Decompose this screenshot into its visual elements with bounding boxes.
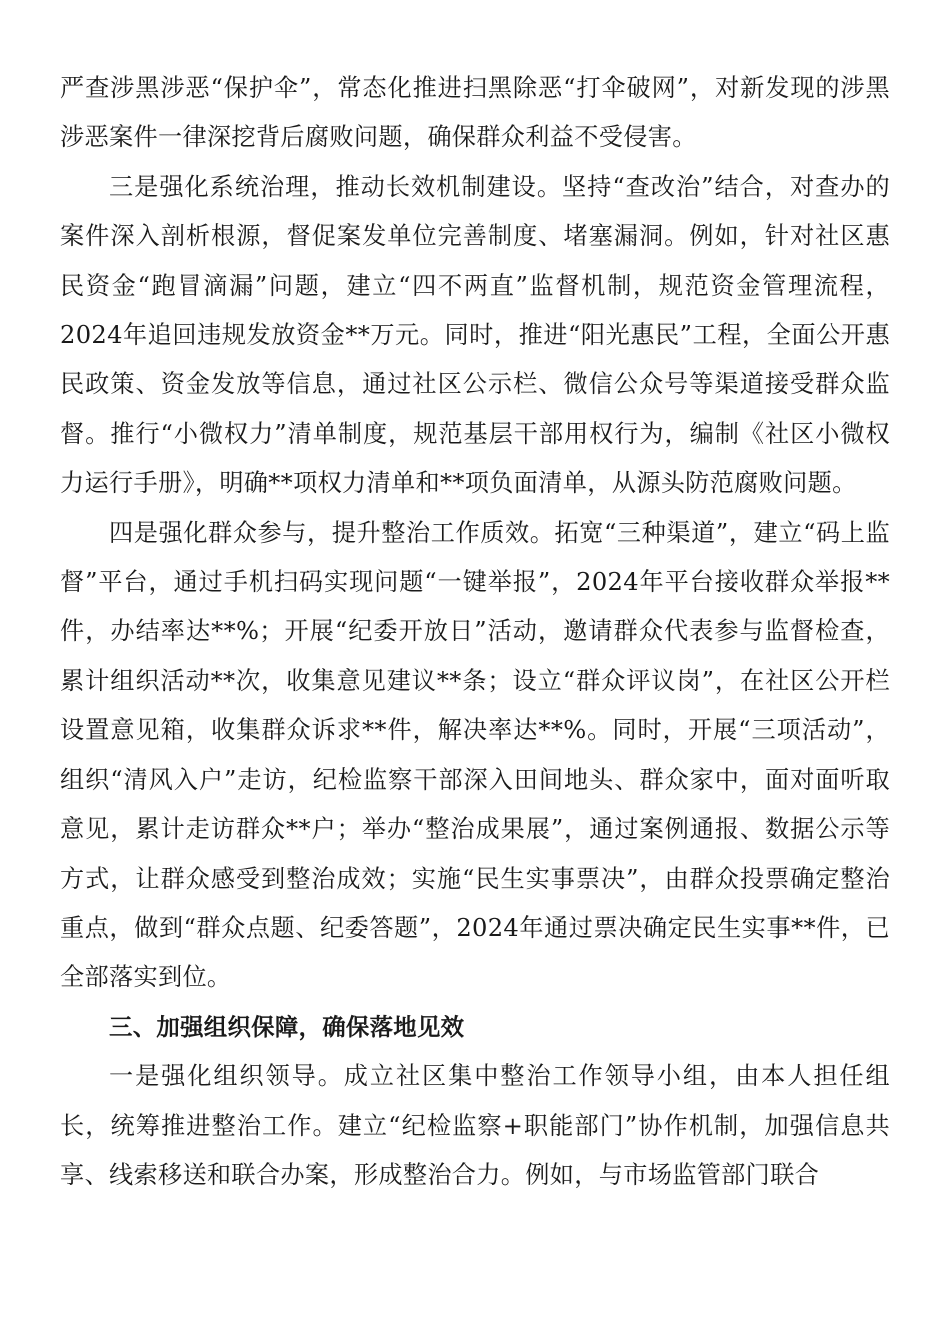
document-page xyxy=(60,64,890,1200)
paragraph-public-participation: 四是强化群众参与，提升整治工作质效。拓宽“三种渠道”，建立“码上监督”平台，通过手机扫码实现问题“一键举报”，2024年平台接收群众举报**件，办结率达**%；开展“纪委开放日”活动，邀请群众代表参与监督检查，累计组织活动**次，收集意见建议**条；设立“群众评议岗”，在社区公开栏设置意见箱，收集群众诉求**件，解决率达**%。同时，开展“三项活动”，组织“清风入户”走访，纪检监察干部深入田间地头、群众家中，面对面听取意见，累计走访群众**户；举办“整治成果展”，通过案例通报、数据公示等方式，让群众感受到整治成效；实施“民生实事票决”，由群众投票确定整治重点，做到“群众点题、纪委答题”，2024年通过票决确定民生实事**件，已全部落实到位。 xyxy=(60,518,890,992)
paragraph-systematic-governance: 三是强化系统治理，推动长效机制建设。坚持“查改治”结合，对查办的案件深入剖析根源，督促案发单位完善制度、堵塞漏洞。例如，针对社区惠民资金“跑冒滴漏”问题，建立“四不两直”监督机制，规范资金管理流程，2024年追回违规发放资金**万元。同时，推进“阳光惠民”工程，全面公开惠民政策、资金发放等信息，通过社区公示栏、微信公众号等渠道接受群众监督。推行“小微权力”清单制度，规范基层干部用权行为，编制《社区小微权力运行手册》，明确**项权力清单和**项负面清单，从源头防范腐败问题。 xyxy=(60,172,890,498)
paragraph-organizational-leadership: 一是强化组织领导。成立社区集中整治工作领导小组，由本人担任组长，统筹推进整治工作。建立“纪检监察+职能部门”协作机制，加强信息共享、线索移送和联合办案，形成整治合力。例如，与市场监管部门联合 xyxy=(60,1062,890,1189)
section-heading-organizational-guarantee: 三、加强组织保障，确保落地见效 xyxy=(109,1012,465,1041)
paragraph-continuation: 严查涉黑涉恶“保护伞”，常态化推进扫黑除恶“打伞破网”，对新发现的涉黑涉恶案件一律深挖背后腐败问题，确保群众利益不受侵害。 xyxy=(60,74,890,152)
